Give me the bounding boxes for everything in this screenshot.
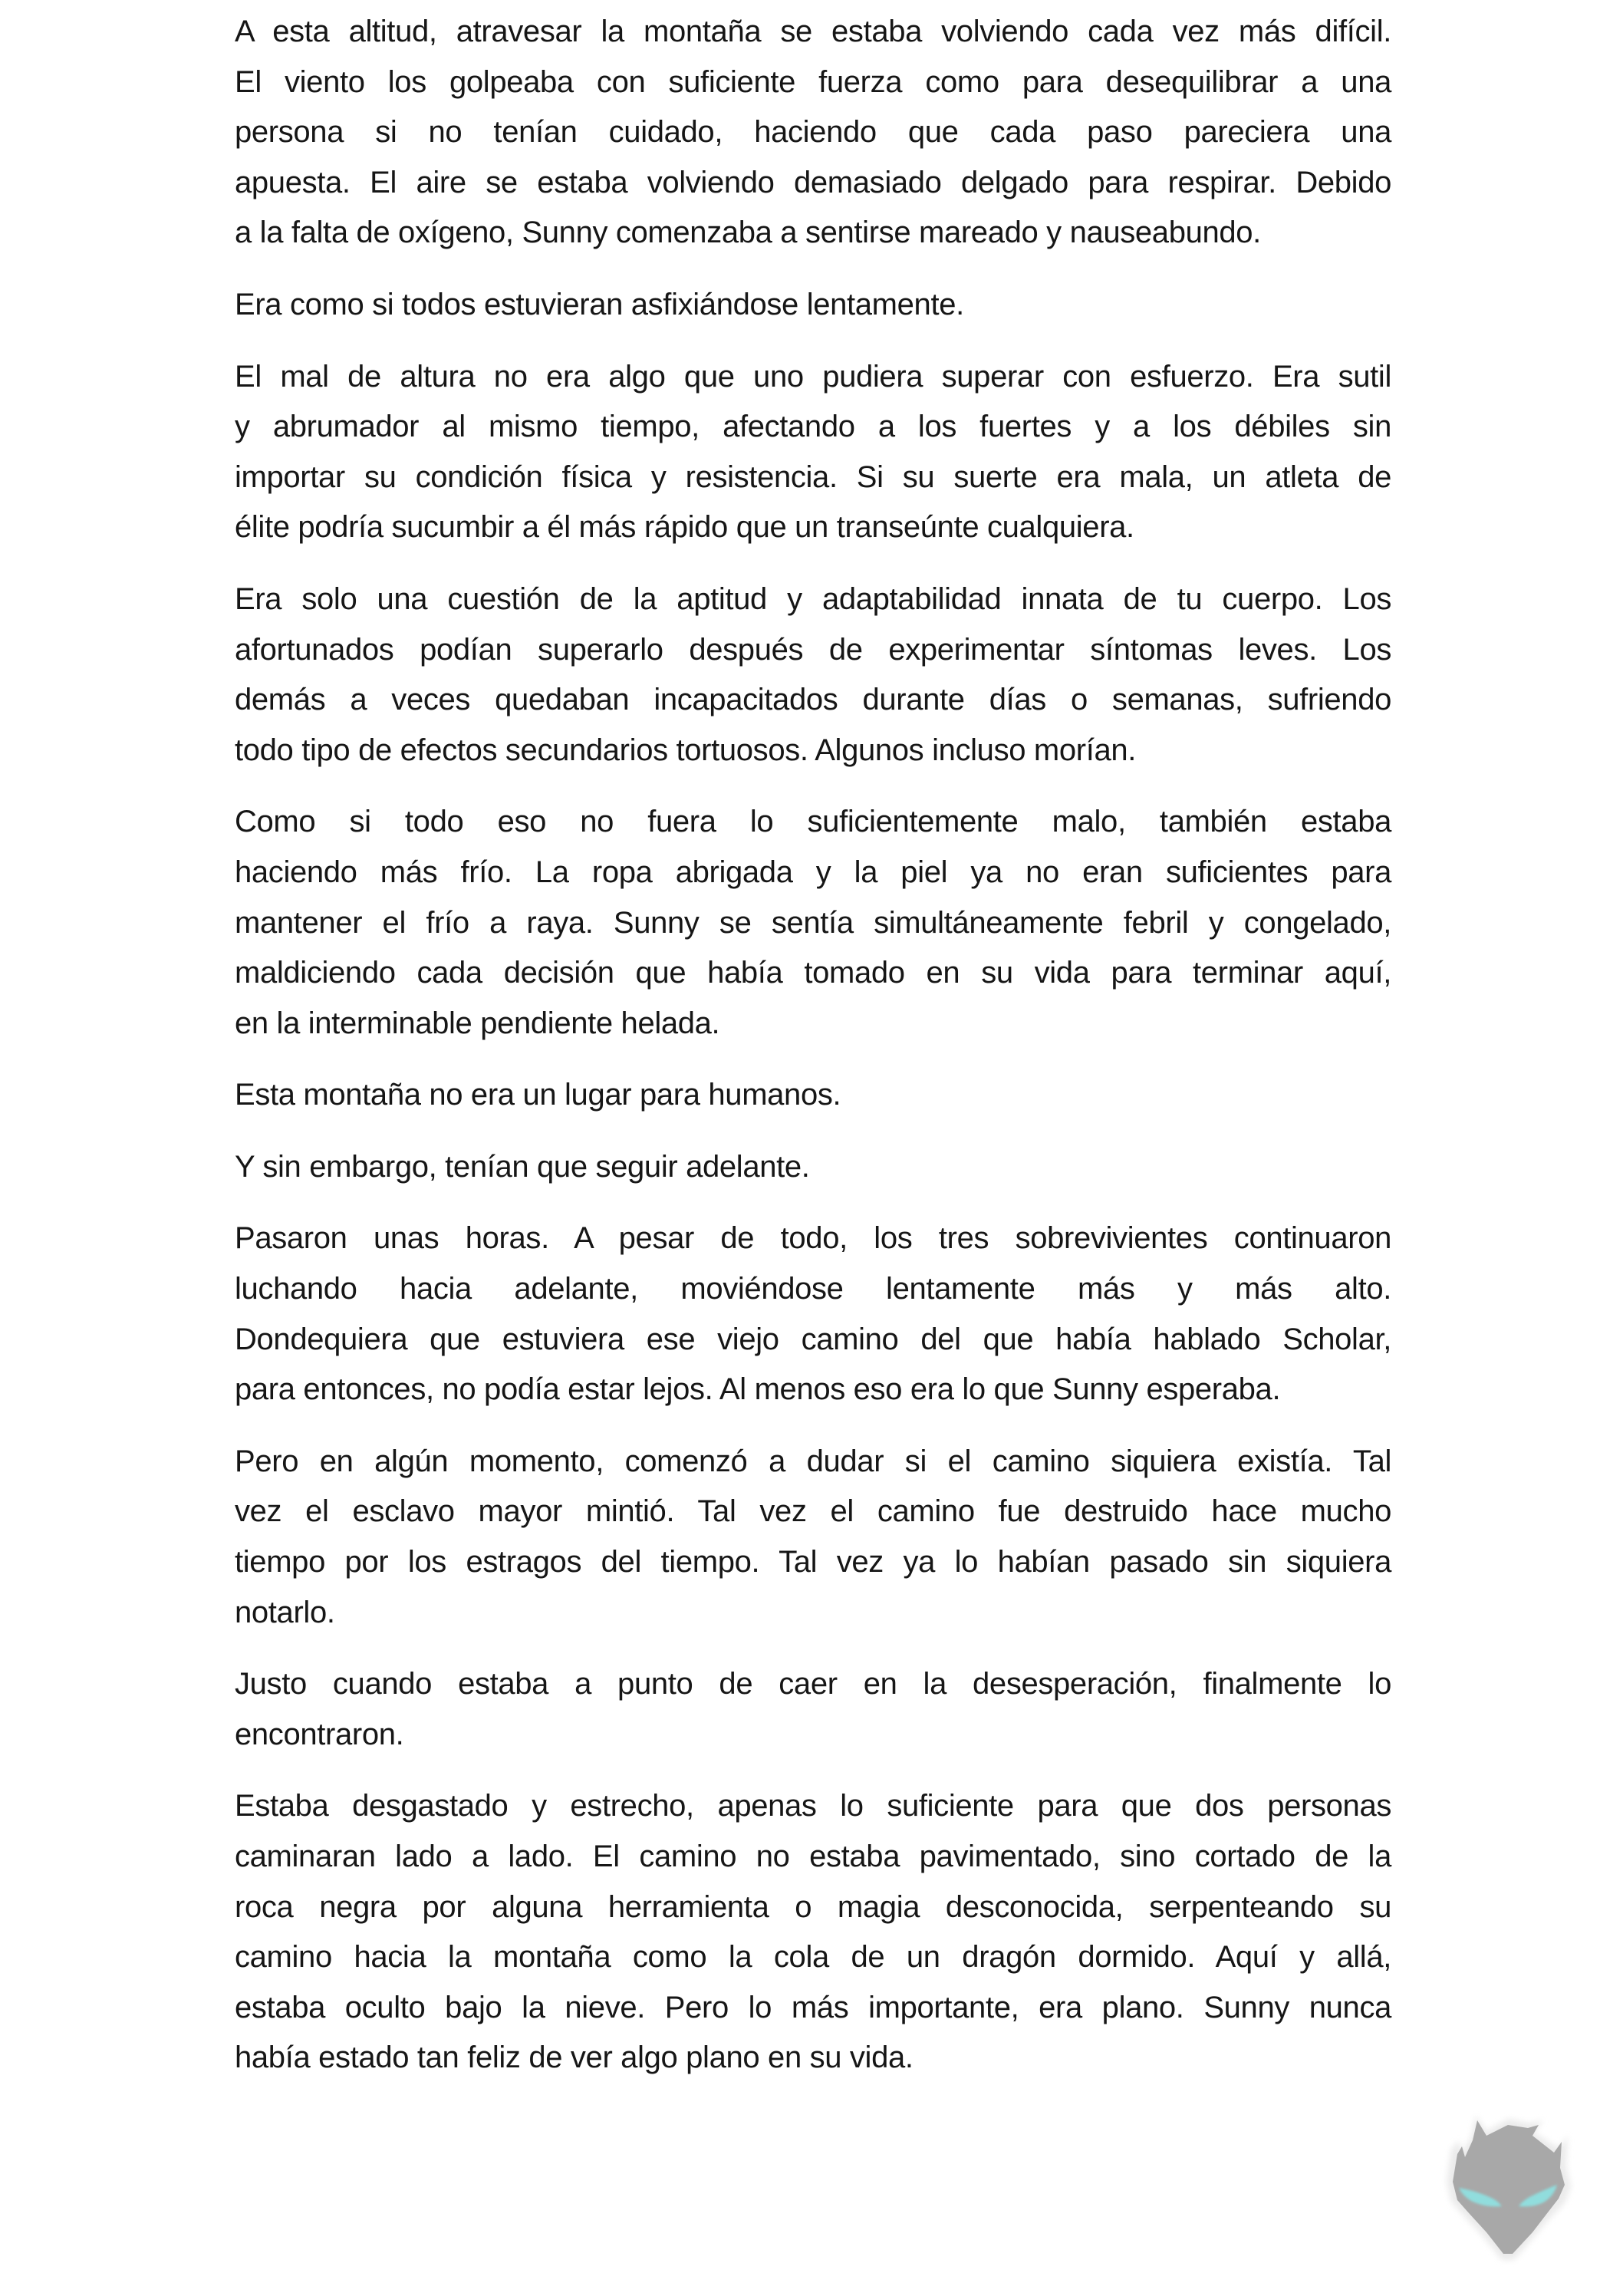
text-line: Esta montaña no era un lugar para humanos. bbox=[235, 1078, 841, 1112]
watermark-logo bbox=[1436, 2102, 1582, 2267]
paragraph bbox=[235, 575, 1391, 776]
text-line: El mal de altura no era algo que uno pudiera superar con esfuerzo. Era sutil bbox=[235, 359, 1391, 394]
text-line: caminaran lado a lado. El camino no estaba pavimentado, sino cortado de la bbox=[235, 1840, 1391, 1873]
text-line: en la interminable pendiente helada. bbox=[235, 1006, 720, 1040]
paragraph bbox=[235, 1659, 1391, 1760]
text-line: haciendo más frío. La ropa abrigada y la piel ya no eran suficientes para bbox=[235, 855, 1391, 889]
text-line: estaba oculto bajo la nieve. Pero lo más importante, era plano. Sunny nunca bbox=[235, 1990, 1391, 2024]
paragraph bbox=[235, 1142, 1391, 1193]
paragraph bbox=[235, 1070, 1391, 1121]
text-line: camino hacia la montaña como la cola de un dragón dormido. Aquí y allá, bbox=[235, 1940, 1391, 1975]
paragraph bbox=[235, 797, 1391, 1049]
text-line: demás a veces quedaban incapacitados durante días o semanas, sufriendo bbox=[235, 683, 1391, 717]
text-line: a la falta de oxígeno, Sunny comenzaba a sentirse mareado y nauseabundo. bbox=[235, 216, 1261, 250]
text-line: notarlo. bbox=[235, 1595, 335, 1629]
text-line: Estaba desgastado y estrecho, apenas lo suficiente para que dos personas bbox=[235, 1789, 1391, 1823]
text-line: encontraron. bbox=[235, 1717, 404, 1751]
text-line: élite podría sucumbir a él más rápido que un transeúnte cualquiera. bbox=[235, 510, 1134, 545]
text-line: El viento los golpeaba con suficiente fuerza como para desequilibrar a una bbox=[235, 64, 1391, 99]
text-line: vez el esclavo mayor mintió. Tal vez el camino fue destruido hace mucho bbox=[235, 1494, 1391, 1529]
text-line: y abrumador al mismo tiempo, afectando a los fuertes y a los débiles sin bbox=[235, 410, 1391, 444]
demon-head-logo-icon bbox=[1436, 2102, 1582, 2267]
text-line: tiempo por los estragos del tiempo. Tal vez ya lo habían pasado sin siquiera bbox=[235, 1545, 1391, 1580]
text-line: Era como si todos estuvieran asfixiándose lentamente. bbox=[235, 287, 964, 321]
paragraph bbox=[235, 1214, 1391, 1415]
text-line: Dondequiera que estuviera ese viejo camino del que había hablado Scholar, bbox=[235, 1322, 1391, 1356]
text-line: Justo cuando estaba a punto de caer en la desesperación, finalmente lo bbox=[235, 1667, 1391, 1701]
text-line: para entonces, no podía estar lejos. Al menos eso era lo que Sunny esperaba. bbox=[235, 1372, 1281, 1407]
paragraph bbox=[235, 280, 1391, 331]
text-line: Era solo una cuestión de la aptitud y adaptabilidad innata de tu cuerpo. Los bbox=[235, 581, 1391, 616]
paragraph bbox=[235, 7, 1391, 259]
text-line: luchando hacia adelante, moviéndose lentamente más y más alto. bbox=[235, 1272, 1391, 1306]
text-line: A esta altitud, atravesar la montaña se estaba volviendo cada vez más difícil. bbox=[235, 15, 1391, 48]
text-line: roca negra por alguna herramienta o magia desconocida, serpenteando su bbox=[235, 1889, 1391, 1924]
text-line: había estado tan feliz de ver algo plano en su vida. bbox=[235, 2041, 914, 2075]
text-line: persona si no tenían cuidado, haciendo que cada paso pareciera una bbox=[235, 115, 1391, 150]
paragraph bbox=[235, 352, 1391, 553]
text-line: maldiciendo cada decisión que había tomado en su vida para terminar aquí, bbox=[235, 956, 1391, 990]
chapter-text bbox=[235, 7, 1391, 2105]
text-line: Y sin embargo, tenían que seguir adelante. bbox=[235, 1149, 810, 1184]
paragraph bbox=[235, 1437, 1391, 1638]
text-line: Como si todo eso no fuera lo suficientemente malo, también estaba bbox=[235, 805, 1391, 839]
paragraph bbox=[235, 1781, 1391, 2084]
text-line: apuesta. El aire se estaba volviendo demasiado delgado para respirar. Debido bbox=[235, 165, 1391, 199]
text-line: todo tipo de efectos secundarios tortuosos. Algunos incluso morían. bbox=[235, 733, 1137, 767]
text-line: importar su condición física y resistencia. Si su suerte era mala, un atleta de bbox=[235, 460, 1391, 494]
text-line: Pasaron unas horas. A pesar de todo, los tres sobrevivientes continuaron bbox=[235, 1221, 1391, 1256]
text-line: mantener el frío a raya. Sunny se sentía simultáneamente febril y congelado, bbox=[235, 905, 1391, 940]
text-line: Pero en algún momento, comenzó a dudar si el camino siquiera existía. Tal bbox=[235, 1444, 1391, 1478]
text-line: afortunados podían superarlo después de experimentar síntomas leves. Los bbox=[235, 632, 1391, 667]
